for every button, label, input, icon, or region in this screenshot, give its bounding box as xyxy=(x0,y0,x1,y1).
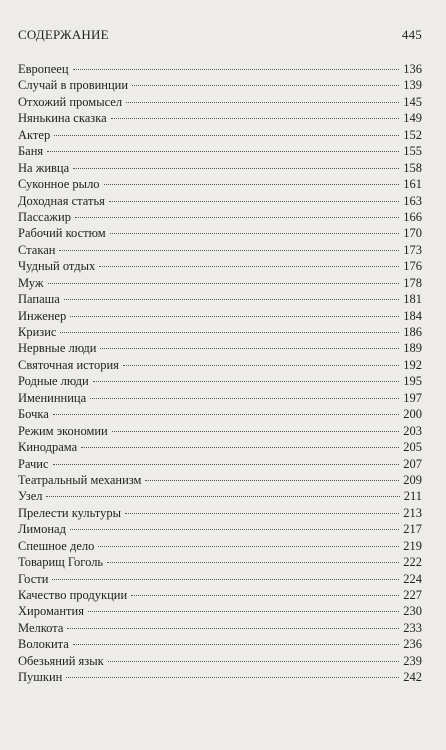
toc-entry xyxy=(18,521,422,537)
section-title: СОДЕРЖАНИЕ xyxy=(18,27,109,42)
toc-entry-page: 242 xyxy=(403,670,422,685)
toc-entry-page: 184 xyxy=(403,308,422,323)
toc-entry-title: Пассажир xyxy=(18,209,71,224)
toc-entry-title: Качество продукции xyxy=(18,588,128,602)
toc-entry-page: 192 xyxy=(403,357,422,372)
dot-leader xyxy=(54,135,399,136)
toc-entry-page: 145 xyxy=(403,94,422,109)
toc-entry-title: Суконное рыло xyxy=(18,177,100,192)
toc-entry-title: Европеец xyxy=(18,62,69,76)
dot-leader xyxy=(125,513,399,514)
toc-entry-title: На живца xyxy=(18,160,70,175)
toc-entry-page: 219 xyxy=(403,538,422,553)
toc-entry-title: Муж xyxy=(18,275,44,290)
toc-entry-title: Нянькина сказка xyxy=(18,111,107,126)
page-number: 445 xyxy=(401,27,422,42)
toc-entry xyxy=(18,603,422,619)
toc-entry-title: Кризис xyxy=(18,325,57,339)
dot-leader xyxy=(60,332,399,333)
toc-entry-title: Святочная история xyxy=(18,357,119,372)
toc-entry-page: 222 xyxy=(403,555,422,570)
toc-entry-title: Режим экономии xyxy=(18,423,108,438)
dot-leader xyxy=(111,118,400,119)
toc-entry-title: Случай в провинции xyxy=(18,78,129,93)
dot-leader xyxy=(109,201,399,202)
dot-leader xyxy=(48,283,400,284)
running-head xyxy=(18,27,422,43)
toc-entry xyxy=(18,390,422,406)
toc-entry-page: 152 xyxy=(403,127,422,142)
table-of-contents xyxy=(18,61,422,686)
dot-leader xyxy=(108,661,400,662)
toc-entry xyxy=(18,653,422,669)
toc-entry-page: 195 xyxy=(403,374,422,389)
toc-entry-page: 158 xyxy=(403,160,422,175)
toc-entry xyxy=(18,505,422,521)
toc-entry-page: 200 xyxy=(403,407,422,422)
toc-entry-page: 197 xyxy=(403,390,422,405)
toc-entry-title: Инженер xyxy=(18,308,67,323)
toc-entry-title: Гости xyxy=(18,571,49,586)
toc-entry-title: Доходная статья xyxy=(18,193,105,208)
dot-leader xyxy=(70,529,399,530)
dot-leader xyxy=(59,250,399,251)
dot-leader xyxy=(47,151,399,152)
toc-entry-title: Стакан xyxy=(18,242,56,257)
toc-entry-page: 170 xyxy=(403,226,422,241)
dot-leader xyxy=(73,644,399,645)
dot-leader xyxy=(66,677,399,678)
toc-entry-page: 181 xyxy=(403,292,422,307)
dot-leader xyxy=(90,398,399,399)
dot-leader xyxy=(53,464,400,465)
toc-entry xyxy=(18,587,422,603)
toc-entry-page: 239 xyxy=(403,653,422,668)
toc-entry-page: 236 xyxy=(403,637,422,652)
toc-entry xyxy=(18,209,422,225)
toc-entry xyxy=(18,193,422,209)
toc-entry xyxy=(18,373,422,389)
dot-leader xyxy=(73,168,399,169)
toc-entry-page: 155 xyxy=(403,144,422,159)
toc-entry xyxy=(18,77,422,93)
dot-leader xyxy=(70,316,399,317)
toc-entry xyxy=(18,258,422,274)
toc-entry-title: Рабочий костюм xyxy=(18,226,106,241)
toc-entry-page: 149 xyxy=(403,111,422,126)
dot-leader xyxy=(88,611,399,612)
toc-entry-page: 227 xyxy=(403,588,422,602)
toc-entry xyxy=(18,439,422,455)
dot-leader xyxy=(145,480,399,481)
dot-leader xyxy=(123,365,399,366)
dot-leader xyxy=(46,496,399,497)
toc-entry-page: 139 xyxy=(403,78,422,93)
toc-entry-title: Волокита xyxy=(18,637,69,652)
toc-entry xyxy=(18,357,422,373)
toc-entry xyxy=(18,291,422,307)
toc-entry-title: Обезьяний язык xyxy=(18,653,104,668)
toc-entry-page: 230 xyxy=(403,604,422,619)
toc-entry-page: 166 xyxy=(403,209,422,224)
toc-entry xyxy=(18,110,422,126)
toc-entry-title: Именинница xyxy=(18,390,87,405)
toc-entry-page: 205 xyxy=(403,440,422,455)
toc-entry-title: Узел xyxy=(18,489,43,504)
toc-entry xyxy=(18,242,422,258)
dot-leader xyxy=(110,233,400,234)
toc-entry-page: 207 xyxy=(403,456,422,471)
toc-entry xyxy=(18,571,422,587)
toc-entry-page: 178 xyxy=(403,275,422,290)
toc-entry-title: Лимонад xyxy=(18,522,66,537)
toc-entry-title: Чудный отдых xyxy=(18,259,96,274)
toc-entry-page: 217 xyxy=(403,522,422,537)
dot-leader xyxy=(64,299,399,300)
toc-entry-page: 136 xyxy=(403,62,422,76)
toc-entry-title: Папаша xyxy=(18,292,60,307)
dot-leader xyxy=(67,628,399,629)
toc-entry xyxy=(18,176,422,192)
toc-entry-title: Театральный механизм xyxy=(18,472,142,487)
dot-leader xyxy=(132,85,399,86)
toc-entry-title: Отхожий промысел xyxy=(18,94,123,109)
toc-entry-title: Товарищ Гоголь xyxy=(18,555,104,570)
toc-entry-title: Нервные люди xyxy=(18,341,97,356)
toc-entry xyxy=(18,275,422,291)
toc-entry xyxy=(18,669,422,685)
toc-entry xyxy=(18,488,422,504)
toc-entry xyxy=(18,143,422,159)
toc-entry-title: Мелкота xyxy=(18,620,64,635)
toc-entry-page: 176 xyxy=(403,259,422,274)
dot-leader xyxy=(93,381,400,382)
dot-leader xyxy=(73,69,400,70)
toc-entry-title: Спешное дело xyxy=(18,538,95,553)
dot-leader xyxy=(104,184,400,185)
toc-entry-page: 161 xyxy=(403,177,422,192)
toc-entry xyxy=(18,423,422,439)
dot-leader xyxy=(98,546,399,547)
dot-leader xyxy=(75,217,399,218)
toc-entry-title: Актер xyxy=(18,127,51,142)
dot-leader xyxy=(131,595,399,596)
toc-entry-title: Кинодрама xyxy=(18,440,78,455)
dot-leader xyxy=(126,102,399,103)
toc-entry-page: 233 xyxy=(403,620,422,635)
toc-entry xyxy=(18,554,422,570)
toc-entry xyxy=(18,160,422,176)
toc-entry xyxy=(18,127,422,143)
toc-entry xyxy=(18,61,422,77)
toc-entry xyxy=(18,406,422,422)
toc-entry xyxy=(18,472,422,488)
dot-leader xyxy=(52,579,399,580)
toc-entry-title: Баня xyxy=(18,144,44,159)
toc-entry xyxy=(18,636,422,652)
toc-entry xyxy=(18,538,422,554)
toc-entry-title: Бочка xyxy=(18,407,49,422)
toc-entry-page: 186 xyxy=(403,325,422,339)
toc-entry-page: 203 xyxy=(403,423,422,438)
toc-entry xyxy=(18,94,422,110)
toc-entry-title: Рачис xyxy=(18,456,49,471)
toc-entry-page: 163 xyxy=(403,193,422,208)
toc-entry-title: Хиромантия xyxy=(18,604,84,619)
dot-leader xyxy=(100,348,399,349)
toc-entry-page: 189 xyxy=(403,341,422,356)
toc-entry-title: Родные люди xyxy=(18,374,89,389)
toc-entry-title: Прелести культуры xyxy=(18,505,122,520)
toc-entry-page: 211 xyxy=(403,489,422,504)
toc-entry xyxy=(18,308,422,324)
dot-leader xyxy=(99,266,399,267)
toc-entry xyxy=(18,225,422,241)
toc-entry-page: 224 xyxy=(403,571,422,586)
toc-entry-title: Пушкин xyxy=(18,670,63,685)
dot-leader xyxy=(53,414,399,415)
toc-entry xyxy=(18,456,422,472)
toc-entry-page: 209 xyxy=(403,472,422,487)
dot-leader xyxy=(81,447,399,448)
toc-entry xyxy=(18,324,422,340)
dot-leader xyxy=(112,431,400,432)
dot-leader xyxy=(107,562,399,563)
toc-entry-page: 173 xyxy=(403,242,422,257)
toc-entry-page: 213 xyxy=(403,505,422,520)
toc-entry xyxy=(18,340,422,356)
toc-entry xyxy=(18,620,422,636)
